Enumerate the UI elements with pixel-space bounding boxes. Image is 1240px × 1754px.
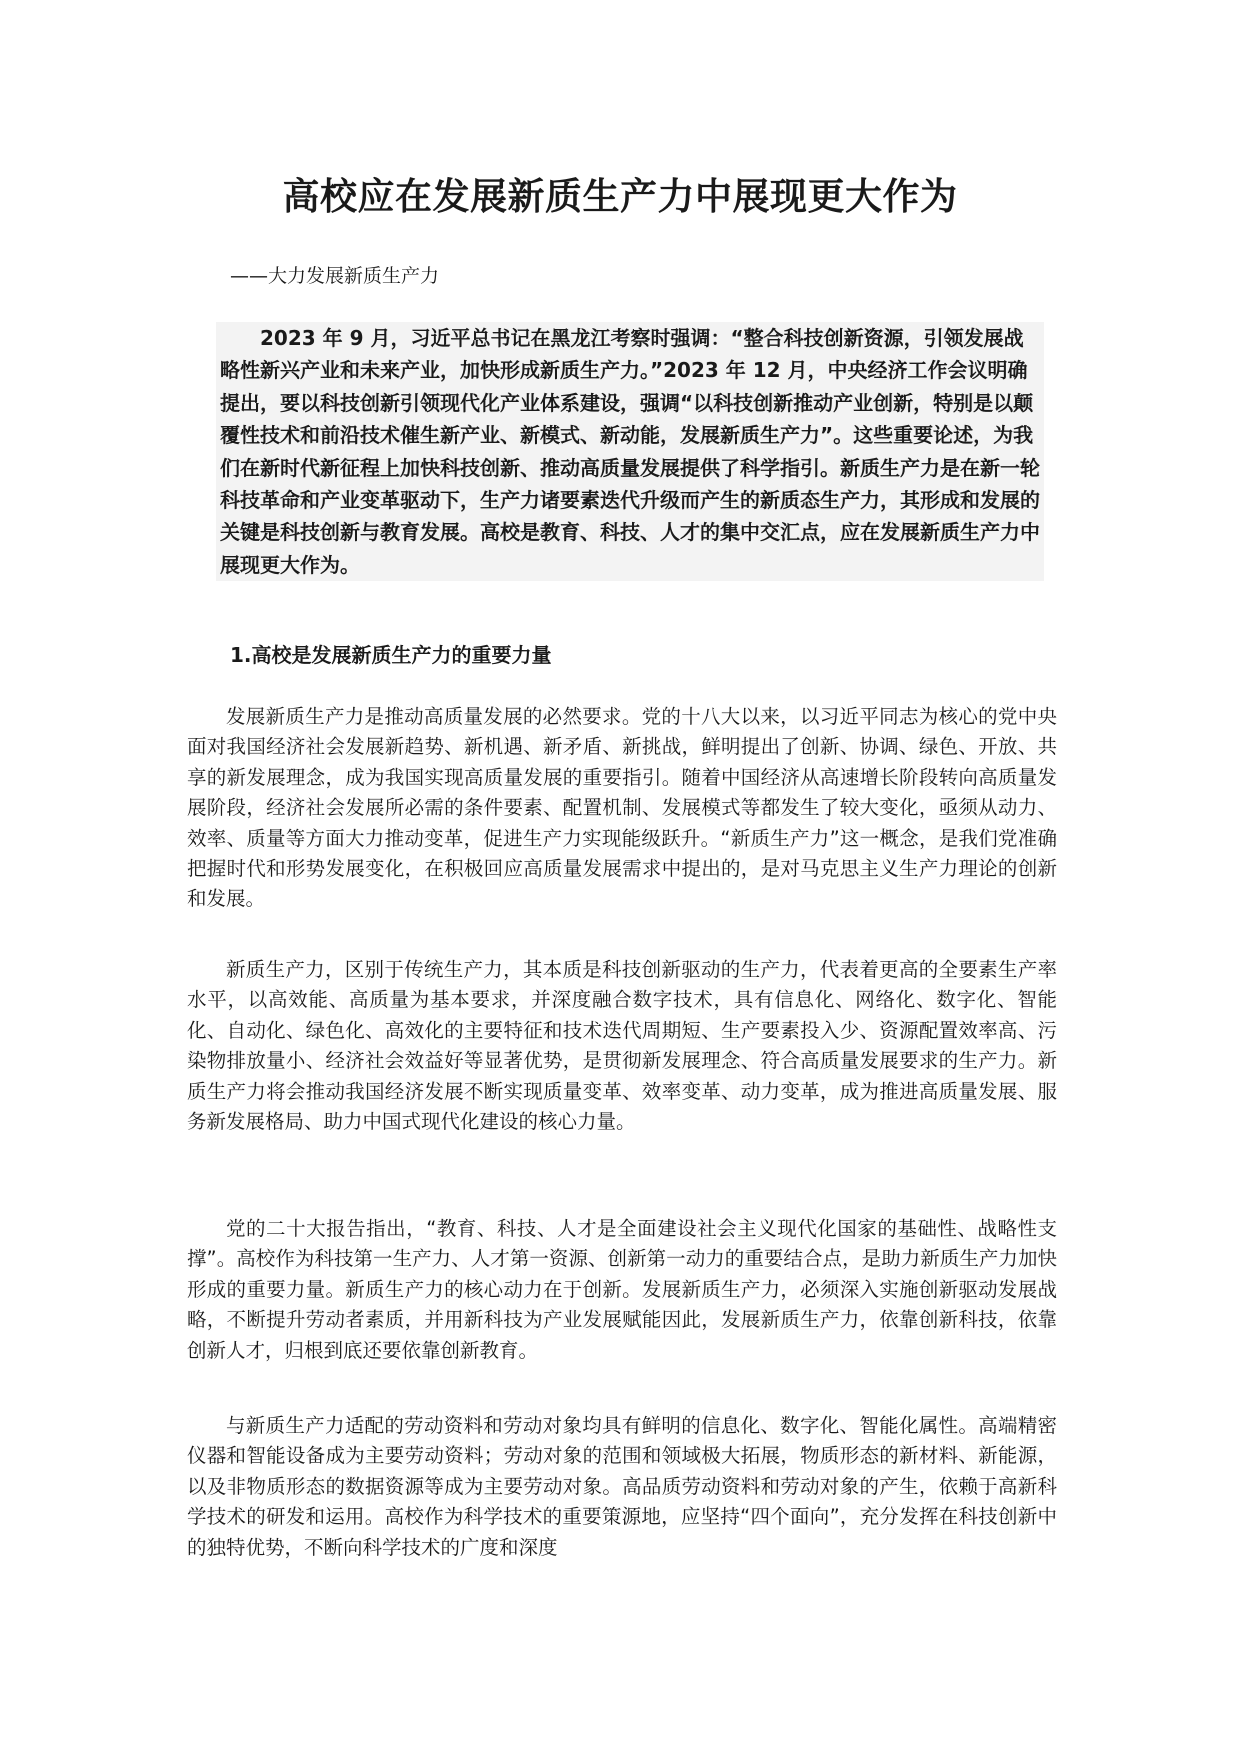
document-subtitle: ——大力发展新质生产力: [230, 265, 440, 287]
body-paragraph: 与新质生产力适配的劳动资料和劳动对象均具有鲜明的信息化、数字化、智能化属性。高端精密仪器和智能设备成为主要劳动资料；劳动对象的范围和领域极大拓展，物质形态的新材料、新能源，以及非物质形态的数据资源等成为主要劳动对象。高品质劳动资料和劳动对象的产生，依赖于高新科学技术的研发和运用。高校作为科学技术的重要策源地，应坚持“四个面向”，充分发挥在科技创新中的独特优势，不断向科学技术的广度和深度: [187, 1414, 1057, 1559]
body-paragraph: 党的二十大报告指出，“教育、科技、人才是全面建设社会主义现代化国家的基础性、战略性支撑”。高校作为科技第一生产力、人才第一资源、创新第一动力的重要结合点，是助力新质生产力加快形成的重要力量。新质生产力的核心动力在于创新。发展新质生产力，必须深入实施创新驱动发展战略，不断提升劳动者素质，并用新科技为产业发展赋能因此，发展新质生产力，依靠创新科技，依靠创新人才，归根到底还要依靠创新教育。: [187, 1217, 1057, 1362]
body-paragraph: 新质生产力，区别于传统生产力，其本质是科技创新驱动的生产力，代表着更高的全要素生产率水平，以高效能、高质量为基本要求，并深度融合数字技术，具有信息化、网络化、数字化、智能化、自动化、绿色化、高效化的主要特征和技术迭代周期短、生产要素投入少、资源配置效率高、污染物排放量小、经济社会效益好等显著优势，是贯彻新发展理念、符合高质量发展要求的生产力。新质生产力将会推动我国经济发展不断实现质量变革、效率变革、动力变革，成为推进高质量发展、服务新发展格局、助力中国式现代化建设的核心力量。: [187, 958, 1057, 1134]
lead-paragraph: 2023 年 9 月，习近平总书记在黑龙江考察时强调：“整合科技创新资源，引领发展战略性新兴产业和未来产业，加快形成新质生产力。”2023 年 12 月，中央经济工作会议明确提出，要以科技创新引领现代化产业体系建设，强调“以科技创新推动产业创新，特别是以颠覆性技术和前沿技术催生新产业、新模式、新动能，发展新质生产力”。这些重要论述，为我们在新时代新征程上加快科技创新、推动高质量发展提供了科学指引。新质生产力是在新一轮科技革命和产业变革驱动下，生产力诸要素迭代升级而产生的新质态生产力，其形成和发展的关键是科技创新与教育发展。高校是教育、科技、人才的集中交汇点，应在发展新质生产力中展现更大作为。: [216, 322, 1044, 581]
section-heading: 1.高校是发展新质生产力的重要力量: [230, 643, 552, 667]
body-paragraph: 发展新质生产力是推动高质量发展的必然要求。党的十八大以来，以习近平同志为核心的党中央面对我国经济社会发展新趋势、新机遇、新矛盾、新挑战，鲜明提出了创新、协调、绿色、开放、共享的新发展理念，成为我国实现高质量发展的重要指引。随着中国经济从高速增长阶段转向高质量发展阶段，经济社会发展所必需的条件要素、配置机制、发展模式等都发生了较大变化，亟须从动力、效率、质量等方面大力推动变革，促进生产力实现能级跃升。“新质生产力”这一概念，是我们党准确把握时代和形势发展变化，在积极回应高质量发展需求中提出的，是对马克思主义生产力理论的创新和发展。: [187, 705, 1057, 911]
document-title: 高校应在发展新质生产力中展现更大作为: [282, 175, 958, 218]
